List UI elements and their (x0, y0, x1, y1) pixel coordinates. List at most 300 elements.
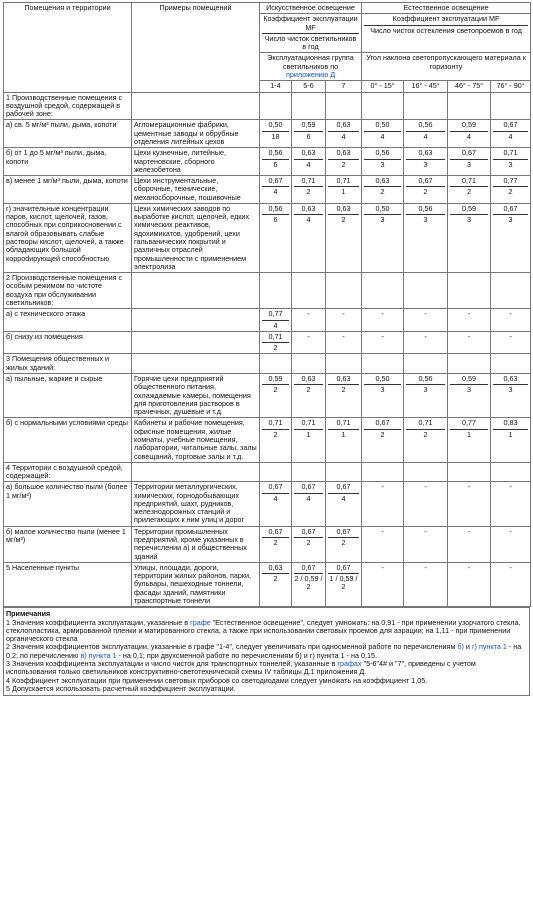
mf-value: 0,67 (328, 564, 359, 574)
mf-value: 0,63 (493, 375, 528, 385)
value-cell (260, 92, 292, 120)
value-cell (404, 526, 448, 562)
mf-value: 0,67 (493, 205, 528, 215)
example-cell (132, 462, 260, 482)
mf-fraction (493, 177, 528, 197)
mf-value: - (342, 309, 345, 319)
value-cell (362, 418, 404, 462)
value-cell (491, 354, 531, 374)
mf-value: 0,56 (364, 149, 401, 159)
mf-fraction (328, 375, 359, 395)
cleanings-value: 2 (306, 538, 311, 548)
header-nat-angle: Угол наклона светопропускающего материала к горизонту (362, 53, 531, 81)
mf-value: 0,63 (262, 564, 289, 574)
value-cell (326, 526, 362, 562)
mf-fraction (262, 310, 289, 330)
table-row (4, 309, 531, 332)
cleanings-value: 2 (341, 385, 346, 395)
cleanings-value: 2 (423, 187, 428, 197)
value-cell (404, 203, 448, 272)
value-cell (491, 92, 531, 120)
mf-value: - (381, 331, 384, 341)
premises-cell: в) менее 1 мг/м³ пыли, дыма, копоти (4, 176, 132, 204)
mf-value: 0,71 (262, 419, 289, 429)
mf-value: 0,50 (364, 121, 401, 131)
cleanings-value: 2 (273, 385, 278, 395)
value-cell (448, 526, 491, 562)
cleanings-value: 2 (341, 215, 346, 225)
example-cell: Территории промышленных предприятий, кроме указанных в перечислении а) и общественных зданий (132, 526, 260, 562)
mf-value: 0,59 (262, 375, 289, 385)
cleanings-value: 2 (380, 187, 385, 197)
angle-col-3: 46° - 75° (448, 81, 491, 92)
value-cell (292, 120, 326, 148)
value-cell (326, 120, 362, 148)
mf-value: 0,56 (406, 121, 445, 131)
mf-value: 0,71 (294, 419, 323, 429)
mf-value: 0,67 (493, 121, 528, 131)
value-cell (260, 418, 292, 462)
value-cell (292, 148, 326, 176)
cleanings-value: 2 (273, 538, 278, 548)
value-cell (362, 92, 404, 120)
value-cell (448, 482, 491, 526)
note-1-link[interactable]: графе (190, 617, 211, 627)
value-cell (260, 176, 292, 204)
mf-fraction (328, 205, 359, 225)
mf-value: 0,59 (450, 205, 488, 215)
mf-fraction (450, 177, 488, 197)
mf-fraction (406, 177, 445, 197)
cleanings-value: 1 (341, 187, 346, 197)
value-cell (260, 462, 292, 482)
value-cell (362, 148, 404, 176)
cleanings-value: 4 (273, 493, 278, 503)
mf-value: 0,71 (493, 149, 528, 159)
value-cell (362, 176, 404, 204)
group-col-3: 7 (326, 81, 362, 92)
premises-cell: а) большое количество пыли (более 1 мг/м³) (4, 482, 132, 526)
mf-fraction (328, 564, 359, 592)
mf-value: - (509, 526, 512, 536)
value-cell (292, 418, 326, 462)
cleanings-value: 6 (273, 159, 278, 169)
cleanings-value: 1 (508, 429, 513, 439)
table-row (4, 373, 531, 417)
angle-col-2: 16° - 45° (404, 81, 448, 92)
table-row (4, 92, 531, 120)
mf-value: 0,67 (262, 528, 289, 538)
premises-cell: б) малое количество пыли (менее 1 мг/м³) (4, 526, 132, 562)
nat-mf-label: Коэффициент эксплуатации MF (364, 15, 528, 25)
cleanings-value: 2 (273, 429, 278, 439)
mf-fraction (364, 121, 401, 141)
value-cell (448, 462, 491, 482)
header-artificial-mf (260, 14, 362, 53)
mf-value: - (467, 562, 471, 572)
mf-value: 0,63 (328, 121, 359, 131)
cleanings-value: 1 (306, 429, 311, 439)
value-cell (326, 562, 362, 606)
mf-fraction (262, 375, 289, 395)
value-cell (292, 309, 326, 332)
mf-value: 0,67 (294, 528, 323, 538)
cleanings-value: 2 (467, 187, 472, 197)
value-cell (404, 273, 448, 309)
premises-cell: г) значительные концентрации паров, кислот, щелочей, газов, способных при соприкосновении с влагой образовывать слабые растворы кислот, щелочей, а также обладающих большой коррodирующей способностью (4, 203, 132, 272)
header-natural-mf (362, 14, 531, 53)
cleanings-value: 3 (423, 159, 428, 169)
mf-fraction (262, 564, 289, 584)
value-cell (326, 203, 362, 272)
mf-fraction (328, 149, 359, 169)
mf-value: 0,71 (262, 333, 289, 343)
value-cell (326, 148, 362, 176)
mf-value: 0,50 (364, 205, 401, 215)
mf-value: 0,63 (406, 149, 445, 159)
value-cell (448, 92, 491, 120)
angle-col-1: 0° - 15° (362, 81, 404, 92)
premises-cell: а) пыльные, жаркие и сырые (4, 373, 132, 417)
table-row (4, 482, 531, 526)
value-cell (491, 203, 531, 272)
mf-fraction (406, 205, 445, 225)
premises-cell: а) св. 5 мг/м³ пыли, дыма, копоти (4, 120, 132, 148)
value-cell (260, 562, 292, 606)
cleanings-value: 3 (423, 385, 428, 395)
mf-value: 0,67 (294, 483, 323, 493)
mf-value: 0,56 (262, 149, 289, 159)
mf-fraction (294, 149, 323, 169)
table-row (4, 418, 531, 462)
value-cell (448, 273, 491, 309)
example-cell: Агломерационные фабрики, цементные заводы и обрубные отделения литейных цехов (132, 120, 260, 148)
premises-cell: 2 Производственные помещения с особым режимом по чистоте воздуха при обслуживании светильников: (4, 273, 132, 309)
value-cell (292, 562, 326, 606)
mf-value: - (424, 309, 427, 319)
mf-value: 0,71 (450, 177, 488, 187)
value-cell (448, 176, 491, 204)
value-cell (362, 120, 404, 148)
cleanings-value: 2 (508, 187, 513, 197)
value-cell (326, 354, 362, 374)
table-body (4, 92, 531, 607)
value-cell (362, 309, 404, 332)
mf-value: 0,63 (328, 205, 359, 215)
nat-cleanings-label: Число чисток остекления светопроемов в год (370, 25, 522, 35)
mf-fraction (493, 375, 528, 395)
value-cell (362, 354, 404, 374)
cleanings-value: 4 (380, 131, 385, 141)
cleanings-value: 1 (341, 429, 346, 439)
mf-value: - (424, 526, 427, 536)
art-mf-label: Коэффициент эксплуатации MF (262, 15, 359, 34)
example-cell (132, 92, 260, 120)
mf-fraction (450, 419, 488, 439)
premises-cell: 5 Населенные пункты (4, 562, 132, 606)
value-cell (404, 462, 448, 482)
mf-value: 0,67 (262, 177, 289, 187)
cleanings-value: 2 (423, 429, 428, 439)
value-cell (260, 354, 292, 374)
cleanings-value: 2 (273, 343, 278, 353)
mf-fraction (328, 121, 359, 141)
value-cell (362, 482, 404, 526)
mf-value: - (424, 482, 427, 492)
mf-fraction (364, 149, 401, 169)
mf-fraction (493, 149, 528, 169)
value-cell (404, 176, 448, 204)
value-cell (260, 148, 292, 176)
mf-value: 0,56 (406, 375, 445, 385)
table-row (4, 354, 531, 374)
value-cell (362, 203, 404, 272)
cleanings-value: 4 (341, 131, 346, 141)
mf-value: 0,71 (328, 419, 359, 429)
value-cell (404, 482, 448, 526)
premises-cell: 4 Территории с воздушной средой, содержащей: (4, 462, 132, 482)
mf-value: 0,77 (262, 310, 289, 320)
note-2: 2 Значения коэффициентов эксплуатации, указанные в графе "1-4", следует увеличивать при одноcменной работе по перечислениям б) и г) пункта 1 - на 0,2; по перечислению в) пункта 1 - на 0,1; при двухсменной работе по перечислениям б) и г) пункта 1 - на 0,15. (6, 642, 522, 660)
value-cell (491, 148, 531, 176)
value-cell (404, 309, 448, 332)
mf-value: 0,63 (294, 149, 323, 159)
mf-fraction (294, 483, 323, 503)
value-cell (260, 526, 292, 562)
cleanings-value: 2 (273, 574, 278, 584)
value-cell (448, 331, 491, 354)
mf-value: - (381, 309, 384, 319)
example-cell: Цехи кузнечные, литейные, мартеновские, сборного железобетона (132, 148, 260, 176)
group-col-1: 1-4 (260, 81, 292, 92)
cleanings-value: 4 (341, 493, 346, 503)
value-cell (404, 331, 448, 354)
cleanings-value: 3 (508, 159, 513, 169)
cleanings-value: 4 (306, 159, 311, 169)
mf-fraction (364, 419, 401, 439)
cleanings-value: 1 (467, 429, 472, 439)
value-cell (404, 418, 448, 462)
value-cell (326, 462, 362, 482)
cleanings-value: 2 (306, 385, 311, 395)
mf-value: - (467, 526, 471, 536)
art-group-text: Эксплуатационная группа светильников по (267, 53, 354, 71)
header-natural: Естественное освещение (362, 3, 531, 14)
mf-value: - (381, 482, 384, 492)
angle-col-4: 76° - 90° (491, 81, 531, 92)
value-cell (326, 373, 362, 417)
value-cell (362, 562, 404, 606)
premises-cell: 1 Производственные помещения с воздушной средой, содержащей в рабочей зоне: (4, 92, 132, 120)
value-cell (292, 354, 326, 374)
mf-fraction (450, 205, 488, 225)
cleanings-value: 3 (423, 215, 428, 225)
value-cell (260, 120, 292, 148)
value-cell (448, 148, 491, 176)
example-cell: Территории металлургических, химических, горнодобывающих предприятий, шахт, рудников, железнодорожных станций и прилегающих к ним улиц и дорог (132, 482, 260, 526)
cleanings-value: 3 (508, 215, 513, 225)
mf-value: 0,67 (262, 483, 289, 493)
note-2-link-v[interactable]: в) пункта 1 (80, 650, 117, 660)
mf-fraction (294, 564, 323, 592)
cleanings-value: 3 (380, 159, 385, 169)
example-cell: Цехи инструментальные, сборочные, технические, механосборочные, пошивочные (132, 176, 260, 204)
value-cell (260, 331, 292, 354)
mf-fraction (406, 121, 445, 141)
mf-value: - (381, 562, 384, 572)
premises-cell: б) от 1 до 5 мг/м³ пыли, дыма, копоти (4, 148, 132, 176)
cleanings-value: 4 (273, 187, 278, 197)
notes-title: Примечания (6, 609, 51, 619)
value-cell (362, 462, 404, 482)
table-row (4, 203, 531, 272)
value-cell (362, 273, 404, 309)
cleanings-value: 6 (306, 131, 311, 141)
value-cell (326, 176, 362, 204)
cleanings-value: 4 (423, 131, 428, 141)
mf-fraction (406, 375, 445, 395)
value-cell (326, 418, 362, 462)
mf-value: 0,71 (406, 419, 445, 429)
value-cell (448, 203, 491, 272)
value-cell (491, 373, 531, 417)
cleanings-value: 2 (380, 429, 385, 439)
value-cell (292, 92, 326, 120)
mf-fraction (450, 121, 488, 141)
table-row (4, 562, 531, 606)
mf-value: 0,63 (328, 375, 359, 385)
mf-value: 0,67 (328, 483, 359, 493)
value-cell (326, 309, 362, 332)
premises-cell: б) с нормальными условиями среды (4, 418, 132, 462)
mf-value: - (342, 331, 345, 341)
cleanings-value: 2 / 0,59 / 2 (294, 574, 323, 592)
mf-value: 0,71 (294, 177, 323, 187)
table-row (4, 120, 531, 148)
value-cell (292, 526, 326, 562)
note-5: 5 Допускается использовать расчетный коэффициент эксплуатации. (6, 683, 236, 693)
note-3-link[interactable]: графах (337, 658, 362, 668)
mf-fraction (450, 149, 488, 169)
note-2-link-g[interactable]: г) пункта 1 (471, 642, 507, 652)
mf-fraction (262, 483, 289, 503)
value-cell (362, 331, 404, 354)
cleanings-value: 6 (273, 215, 278, 225)
value-cell (260, 273, 292, 309)
cleanings-value: 4 (508, 131, 513, 141)
mf-value: 0,59 (450, 121, 488, 131)
header-premises: Помещения и территории (4, 3, 132, 93)
mf-value: - (381, 526, 384, 536)
value-cell (292, 273, 326, 309)
header-art-group (260, 53, 362, 81)
value-cell (448, 120, 491, 148)
mf-table (3, 2, 531, 607)
cleanings-value: 4 (306, 493, 311, 503)
value-cell (260, 309, 292, 332)
example-cell: Цехи химических заводов по выработке кислот, щелочей, едких химических реактивов, ядохимикатов, удобрений, цехи гальванических покрытий и различных отраслей промышленности с применением электролиза (132, 203, 260, 272)
mf-value: - (467, 482, 471, 492)
cleanings-value: 3 (467, 159, 472, 169)
cleanings-value: 4 (273, 320, 278, 330)
value-cell (326, 482, 362, 526)
value-cell (491, 309, 531, 332)
cleanings-value: 1 / 0,59 / 2 (329, 574, 358, 592)
value-cell (260, 203, 292, 272)
example-cell (132, 331, 260, 354)
mf-value: - (467, 309, 471, 319)
note-1: 1 Значения коэффициента эксплуатации, указанные в графе "Естественное освещение", следует умножать: на 0,91 - при применении узорчатого стекла, стеклопластика, армированной пленки и матированного стекла, а также при использовании световых проемов для аэрации; на 1,11 - при применении органического стекла (6, 617, 521, 644)
mf-value: 0,63 (294, 205, 323, 215)
mf-fraction (262, 205, 289, 225)
mf-value: 0,50 (262, 121, 289, 131)
value-cell (491, 331, 531, 354)
value-cell (292, 482, 326, 526)
value-cell (404, 120, 448, 148)
mf-fraction (262, 333, 289, 353)
value-cell (404, 562, 448, 606)
appendix-d-link[interactable]: приложению Д (285, 69, 336, 79)
mf-value: - (509, 309, 512, 319)
premises-cell: 3 Помещения общественных и жилых зданий: (4, 354, 132, 374)
value-cell (260, 373, 292, 417)
value-cell (326, 331, 362, 354)
mf-value: 0,63 (328, 149, 359, 159)
mf-fraction (450, 375, 488, 395)
mf-fraction (262, 121, 289, 141)
mf-fraction (493, 205, 528, 225)
note-4: 4 Коэффициент эксплуатации при применении световых приборов со светодиодами следует умножать на коэффициент 1,05. (6, 675, 428, 685)
table-row (4, 176, 531, 204)
mf-fraction (262, 528, 289, 548)
cleanings-value: 4 (306, 215, 311, 225)
mf-fraction (262, 177, 289, 197)
mf-fraction (493, 121, 528, 141)
value-cell (491, 526, 531, 562)
mf-fraction (262, 419, 289, 439)
example-cell (132, 309, 260, 332)
mf-fraction (294, 205, 323, 225)
cleanings-value: 3 (380, 215, 385, 225)
value-cell (404, 92, 448, 120)
mf-fraction (328, 528, 359, 548)
mf-value: - (424, 331, 427, 341)
cleanings-value: 2 (341, 159, 346, 169)
premises-cell: а) с технического этажа (4, 309, 132, 332)
mf-fraction (406, 149, 445, 169)
mf-fraction (493, 419, 528, 439)
mf-fraction (364, 177, 401, 197)
mf-value: - (509, 331, 512, 341)
mf-fraction (262, 149, 289, 169)
mf-value: 0,83 (493, 419, 528, 429)
value-cell (292, 176, 326, 204)
value-cell (491, 418, 531, 462)
value-cell (362, 373, 404, 417)
example-cell: Кабинеты и рабочие помещения, офисные помещения, жилые комнаты, учебные помещения, лаборатории, читальные залы, залы совещаний, торговые залы и т.д. (132, 418, 260, 462)
value-cell (404, 354, 448, 374)
mf-value: 0,59 (294, 121, 323, 131)
note-2-link-b[interactable]: б) (457, 642, 464, 652)
value-cell (491, 273, 531, 309)
mf-value: 0,59 (450, 375, 488, 385)
mf-value: 0,67 (364, 419, 401, 429)
mf-fraction (294, 528, 323, 548)
value-cell (292, 373, 326, 417)
cleanings-value: 3 (508, 385, 513, 395)
value-cell (491, 176, 531, 204)
notes-box (3, 607, 530, 696)
